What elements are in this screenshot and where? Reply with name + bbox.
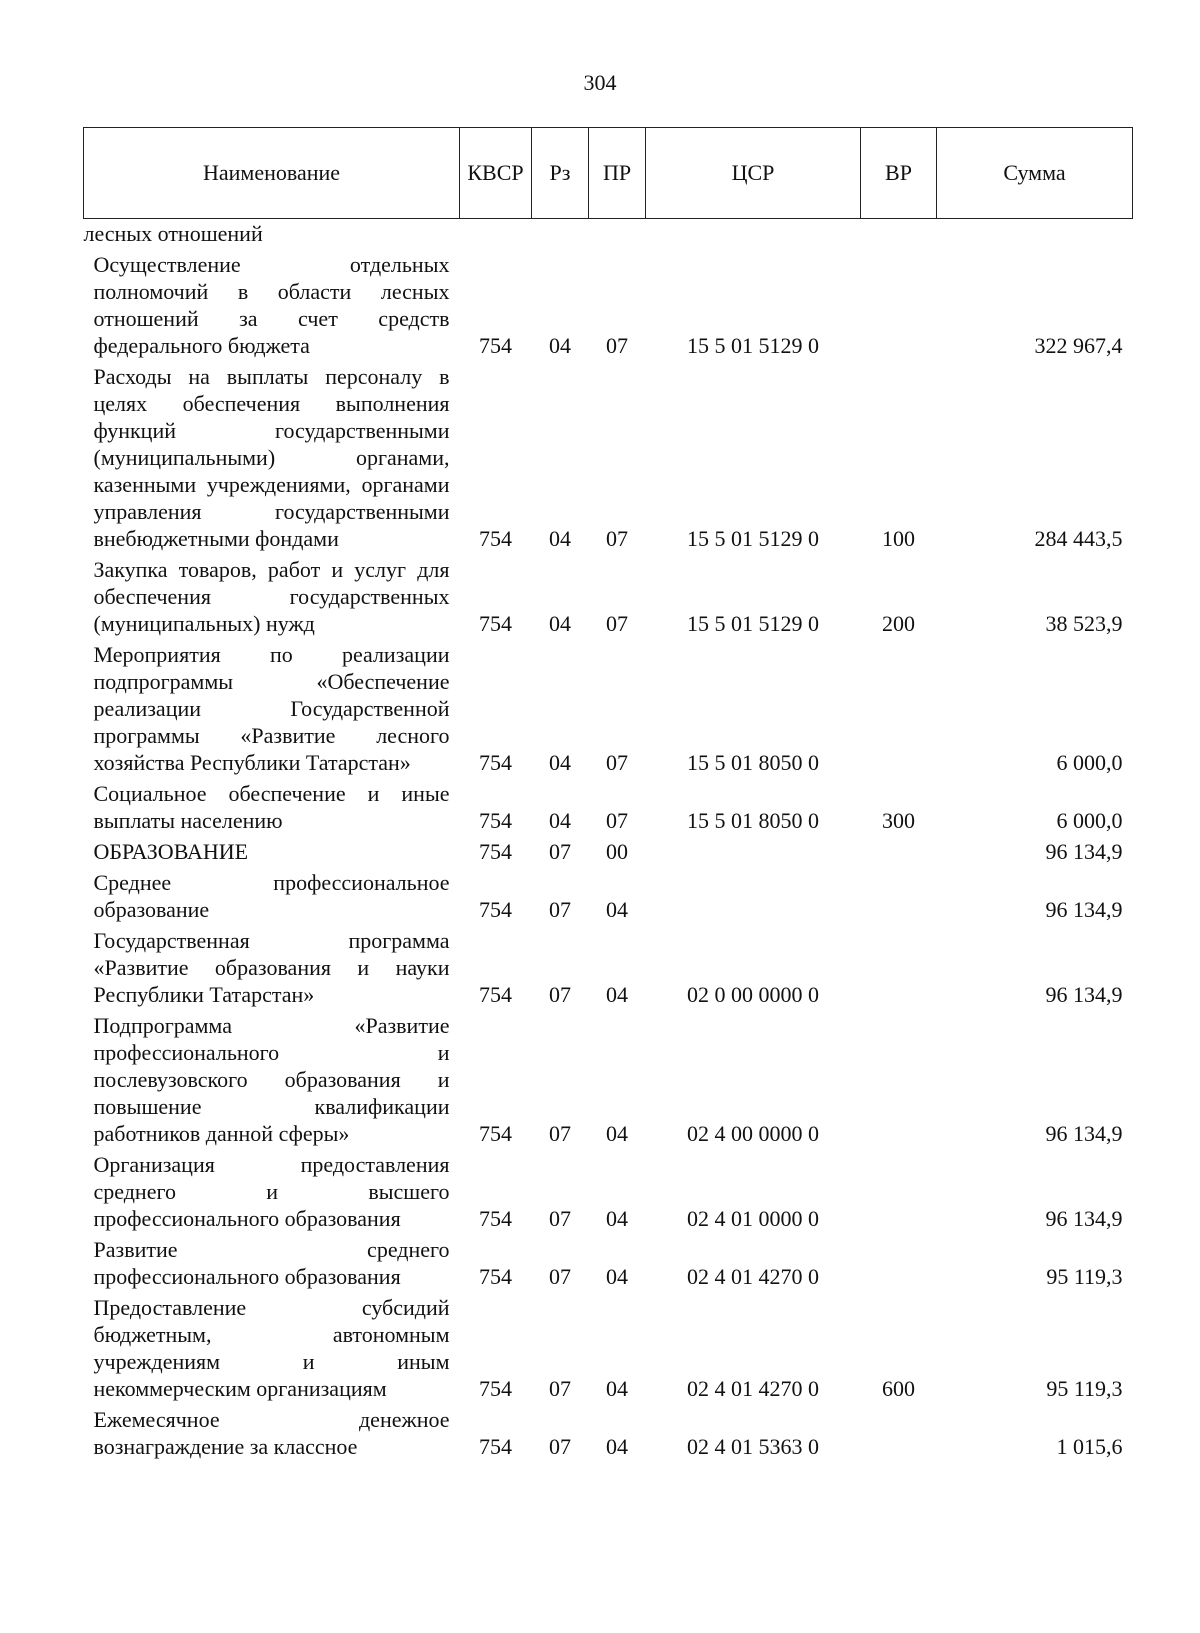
cell-name: Подпрограмма «Развитие профессионального и послевузовского образования и повышение квалификации работников данной сферы» [93,1013,450,1146]
cell-vr [861,1235,937,1293]
header-rz: Рз [532,128,589,219]
cell-rz: 07 [549,1376,571,1401]
cell-pr: 04 [606,1376,628,1401]
table-row [84,1011,1133,1150]
cell-name: Государственная программа «Развитие образования и науки Республики Татарстан» [93,928,450,1007]
cell-vr [861,837,937,868]
cell-pr: 07 [606,333,628,358]
cell-kvsr: 754 [479,611,512,636]
cell-rz: 04 [549,808,571,833]
cell-name: Мероприятия по реализации подпрограммы «Обеспечение реализации Государственной программы «Развитие лесного хозяйства Республики Татарстан» [93,642,450,775]
cell-name: Развитие среднего профессионального образования [93,1237,450,1289]
cell-csr [646,868,861,926]
cell-csr [646,837,861,868]
cell-vr [861,1150,937,1235]
cell-name: Расходы на выплаты персоналу в целях обеспечения выполнения функций государственными (муниципальными) органами, казенными учреждениями, органами управления государственными внебюджетными фондами [93,364,450,551]
cell-name: Социальное обеспечение и иные выплаты населению [93,781,450,833]
cell-csr: 02 4 01 5363 0 [687,1434,819,1459]
page-number: 304 [583,70,617,95]
cell-kvsr: 754 [479,808,512,833]
table-row [84,1150,1133,1235]
cell-sum: 96 134,9 [1045,839,1123,864]
table-body [84,219,1133,1464]
cell-rz: 04 [549,750,571,775]
cell-vr [861,868,937,926]
cell-csr: 02 4 01 4270 0 [687,1376,819,1401]
cell-csr: 15 5 01 5129 0 [687,333,819,358]
cell-csr: 02 0 00 0000 0 [687,982,819,1007]
cell-sum: 284 443,5 [1034,526,1123,551]
cell-vr [861,640,937,779]
cell-csr: 15 5 01 8050 0 [687,808,819,833]
table-row [84,555,1133,640]
cell-vr [861,926,937,1011]
cell-pr: 00 [606,839,628,864]
cell-sum: 38 523,9 [1045,611,1123,636]
cell-kvsr: 754 [479,1376,512,1401]
cell-kvsr: 754 [479,526,512,551]
cell-vr [861,1011,937,1150]
cell-sum [937,219,1133,251]
cell-csr [646,219,861,251]
cell-sum: 6 000,0 [1056,808,1123,833]
header-vr: ВР [861,128,937,219]
cell-csr: 02 4 00 0000 0 [687,1121,819,1146]
cell-rz: 07 [549,897,571,922]
cell-sum: 96 134,9 [1045,1121,1123,1146]
table-row [84,640,1133,779]
cell-rz: 07 [549,982,571,1007]
cell-pr: 07 [606,611,628,636]
cell-rz: 04 [549,611,571,636]
table-row [84,1235,1133,1293]
cell-sum: 95 119,3 [1046,1264,1123,1289]
cell-sum: 96 134,9 [1045,1206,1123,1231]
header-row [84,128,1133,219]
cell-kvsr: 754 [479,982,512,1007]
table-row [84,1405,1133,1463]
cell-pr: 07 [606,750,628,775]
cell-csr: 02 4 01 4270 0 [687,1264,819,1289]
cell-name: Закупка товаров, работ и услуг для обеспечения государственных (муниципальных) нужд [93,557,450,636]
cell-name: Ежемесячное денежное вознаграждение за классное [93,1407,450,1459]
cell-sum: 96 134,9 [1045,982,1123,1007]
cell-pr: 04 [606,897,628,922]
table-row [84,926,1133,1011]
cell-name: ОБРАЗОВАНИЕ [93,839,249,864]
cell-sum: 96 134,9 [1045,897,1123,922]
cell-pr: 07 [606,808,628,833]
cell-csr: 15 5 01 5129 0 [687,611,819,636]
cell-kvsr: 754 [479,333,512,358]
table-header [84,128,1133,219]
cell-kvsr: 754 [479,1434,512,1459]
cell-kvsr [460,219,532,251]
table-row [84,837,1133,868]
header-csr: ЦСР [646,128,861,219]
cell-kvsr: 754 [479,1206,512,1231]
cell-pr: 04 [606,1264,628,1289]
table-row [84,868,1133,926]
header-sum: Сумма [937,128,1133,219]
cell-pr: 04 [606,1434,628,1459]
cell-csr: 15 5 01 8050 0 [687,750,819,775]
cell-pr: 04 [606,1206,628,1231]
cell-csr: 15 5 01 5129 0 [687,526,819,551]
cell-rz: 04 [549,526,571,551]
cell-name: лесных отношений [83,221,263,246]
cell-sum: 95 119,3 [1046,1376,1123,1401]
cell-vr: 200 [882,611,915,636]
cell-sum: 1 015,6 [1056,1434,1123,1459]
cell-pr [589,219,646,251]
cell-kvsr: 754 [479,1121,512,1146]
cell-kvsr: 754 [479,897,512,922]
cell-name: Предоставление субсидий бюджетным, автономным учреждениям и иным некоммерческим организациям [93,1295,450,1401]
cell-pr: 04 [606,982,628,1007]
cell-rz: 04 [549,333,571,358]
cell-rz: 07 [549,1264,571,1289]
cell-name: Среднее профессиональное образование [93,870,450,922]
cell-rz: 07 [549,1206,571,1231]
cell-vr [861,1405,937,1463]
table-row [84,250,1133,362]
cell-name: Организация предоставления среднего и высшего профессионального образования [93,1152,450,1231]
cell-pr: 04 [606,1121,628,1146]
cell-vr: 600 [882,1376,915,1401]
cell-rz: 07 [549,1434,571,1459]
cell-kvsr: 754 [479,1264,512,1289]
cell-rz: 07 [549,839,571,864]
cell-vr [861,219,937,251]
cell-kvsr: 754 [479,750,512,775]
cell-sum: 6 000,0 [1056,750,1123,775]
budget-table [83,127,1133,1463]
table-row [84,219,1133,251]
cell-kvsr: 754 [479,839,512,864]
table-row [84,1293,1133,1405]
header-pr: ПР [589,128,646,219]
cell-rz [532,219,589,251]
cell-name: Осуществление отдельных полномочий в области лесных отношений за счет средств федерального бюджета [93,252,450,358]
header-name: Наименование [84,128,460,219]
cell-vr [861,250,937,362]
header-kvsr: КВСР [460,128,532,219]
cell-sum: 322 967,4 [1034,333,1123,358]
table-row [84,779,1133,837]
cell-pr: 07 [606,526,628,551]
table-row [84,362,1133,555]
cell-vr: 300 [882,808,915,833]
cell-csr: 02 4 01 0000 0 [687,1206,819,1231]
cell-rz: 07 [549,1121,571,1146]
cell-vr: 100 [882,526,915,551]
